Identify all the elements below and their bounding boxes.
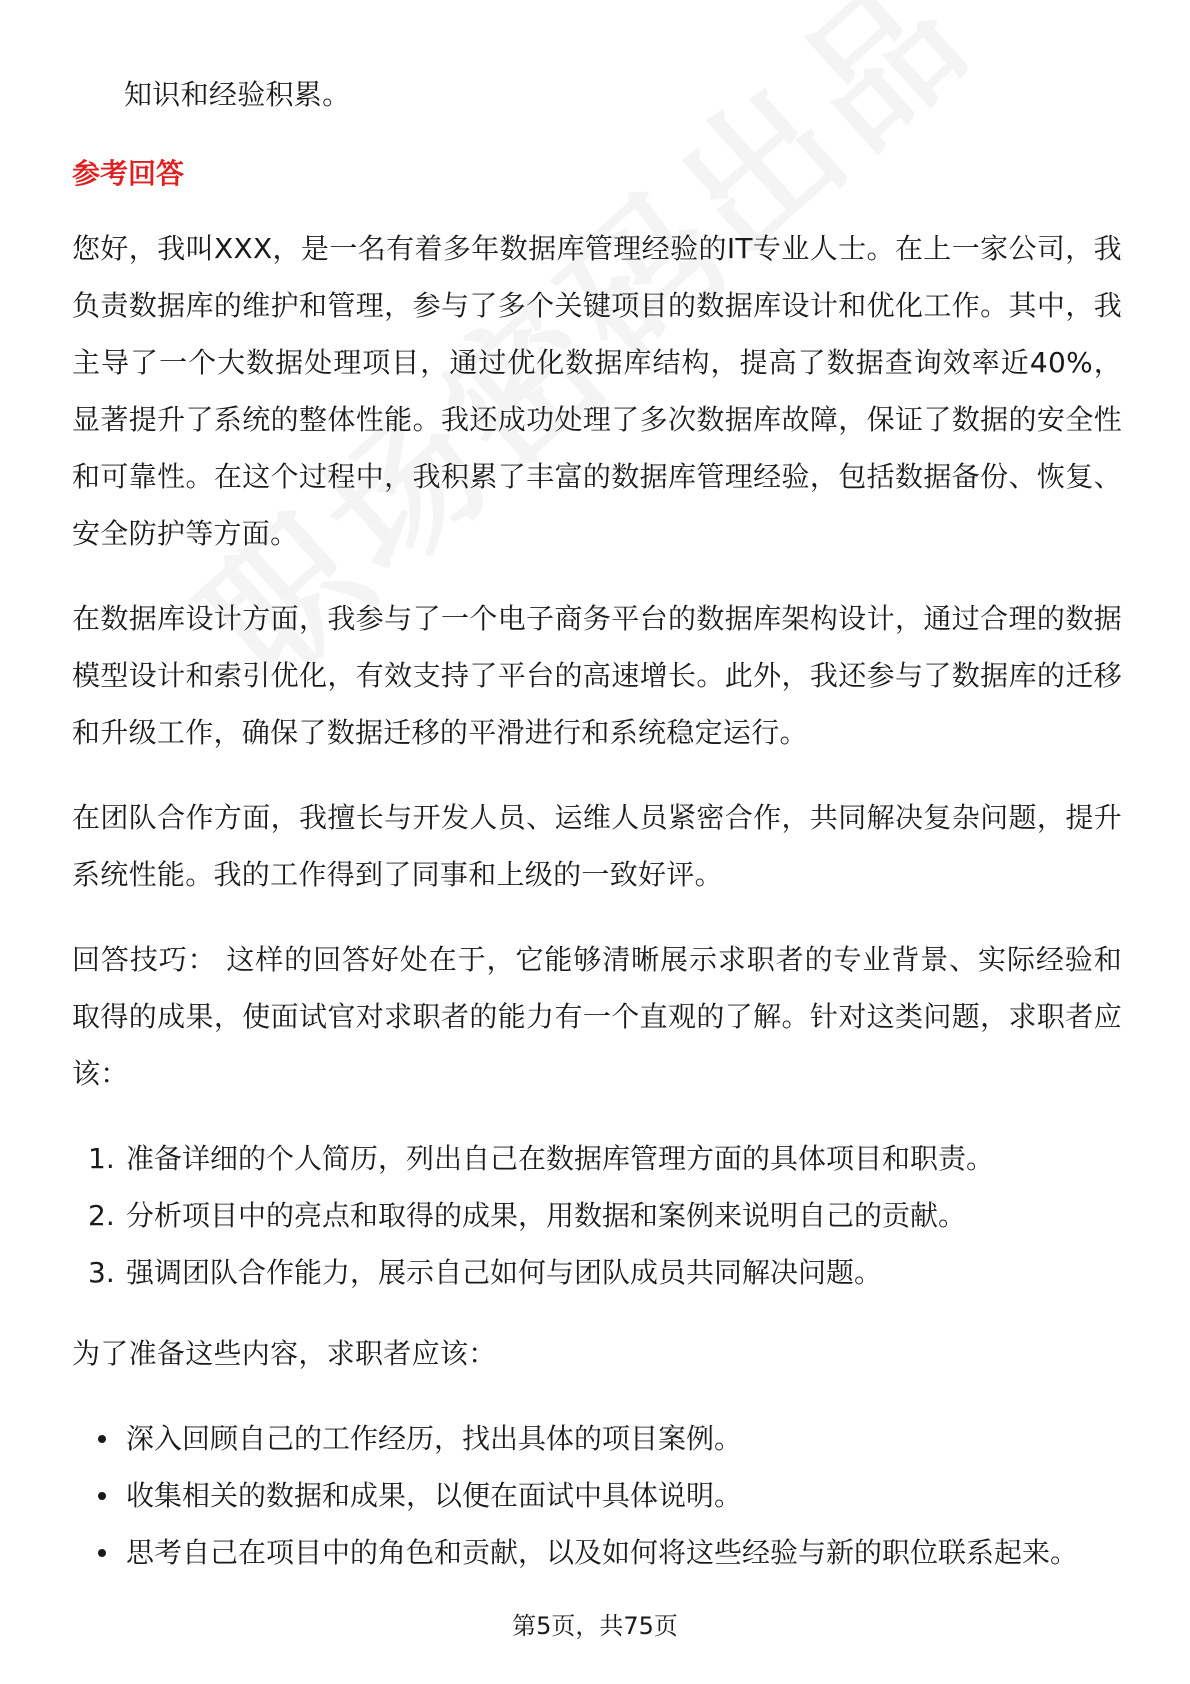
bullet-dot-icon	[98, 1435, 106, 1443]
bullet-dot-icon	[98, 1492, 106, 1500]
intro-tail-text: 知识和经验积累。	[124, 78, 351, 111]
list-number: 1.	[88, 1142, 115, 1175]
list-item	[72, 1130, 1122, 1187]
bullet-list	[72, 1410, 1122, 1581]
bullet-item-text: 深入回顾自己的工作经历，找出具体的项目案例。	[126, 1422, 743, 1455]
bullet-item	[72, 1524, 1122, 1581]
bullet-item-text: 收集相关的数据和成果，以便在面试中具体说明。	[126, 1479, 743, 1512]
list-item-text: 强调团队合作能力，展示自己如何与团队成员共同解决问题。	[126, 1256, 883, 1289]
list-item-text: 分析项目中的亮点和取得的成果，用数据和案例来说明自己的贡献。	[126, 1199, 967, 1232]
prep-intro-text: 为了准备这些内容，求职者应该：	[72, 1337, 497, 1370]
answer-paragraph-3: 在团队合作方面，我擅长与开发人员、运维人员紧密合作，共同解决复杂问题，提升系统性能。我的工作得到了同事和上级的一致好评。	[72, 801, 1122, 891]
page-content	[72, 66, 1122, 1605]
bullet-item-text: 思考自己在项目中的角色和贡献，以及如何将这些经验与新的职位联系起来。	[126, 1536, 1079, 1569]
list-item	[72, 1244, 1122, 1301]
tips-paragraph: 回答技巧： 这样的回答好处在于，它能够清晰展示求职者的专业背景、实际经验和取得的成果，使面试官对求职者的能力有一个直观的了解。针对这类问题，求职者应该：	[72, 943, 1122, 1090]
answer-paragraph-1: 您好，我叫XXX，是一名有着多年数据库管理经验的IT专业人士。在上一家公司，我负责数据库的维护和管理，参与了多个关键项目的数据库设计和优化工作。其中，我主导了一个大数据处理项目，通过优化数据库结构，提高了数据查询效率近40%，显著提升了系统的整体性能。我还成功处理了多次数据库故障，保证了数据的安全性和可靠性。在这个过程中，我积累了丰富的数据库管理经验，包括数据备份、恢复、安全防护等方面。	[72, 232, 1122, 550]
bullet-item	[72, 1410, 1122, 1467]
bullet-dot-icon	[98, 1549, 106, 1557]
list-item	[72, 1187, 1122, 1244]
list-item-text: 准备详细的个人简历，列出自己在数据库管理方面的具体项目和职责。	[126, 1142, 995, 1175]
list-number: 3.	[88, 1256, 115, 1289]
page-footer: 第5页，共75页	[512, 1612, 678, 1640]
answer-paragraph-2: 在数据库设计方面，我参与了一个电子商务平台的数据库架构设计，通过合理的数据模型设计和索引优化，有效支持了平台的高速增长。此外，我还参与了数据库的迁移和升级工作，确保了数据迁移的平滑进行和系统稳定运行。	[72, 602, 1122, 749]
numbered-list	[72, 1130, 1122, 1301]
section-heading: 参考回答	[72, 157, 185, 190]
list-number: 2.	[88, 1199, 115, 1232]
bullet-item	[72, 1467, 1122, 1524]
